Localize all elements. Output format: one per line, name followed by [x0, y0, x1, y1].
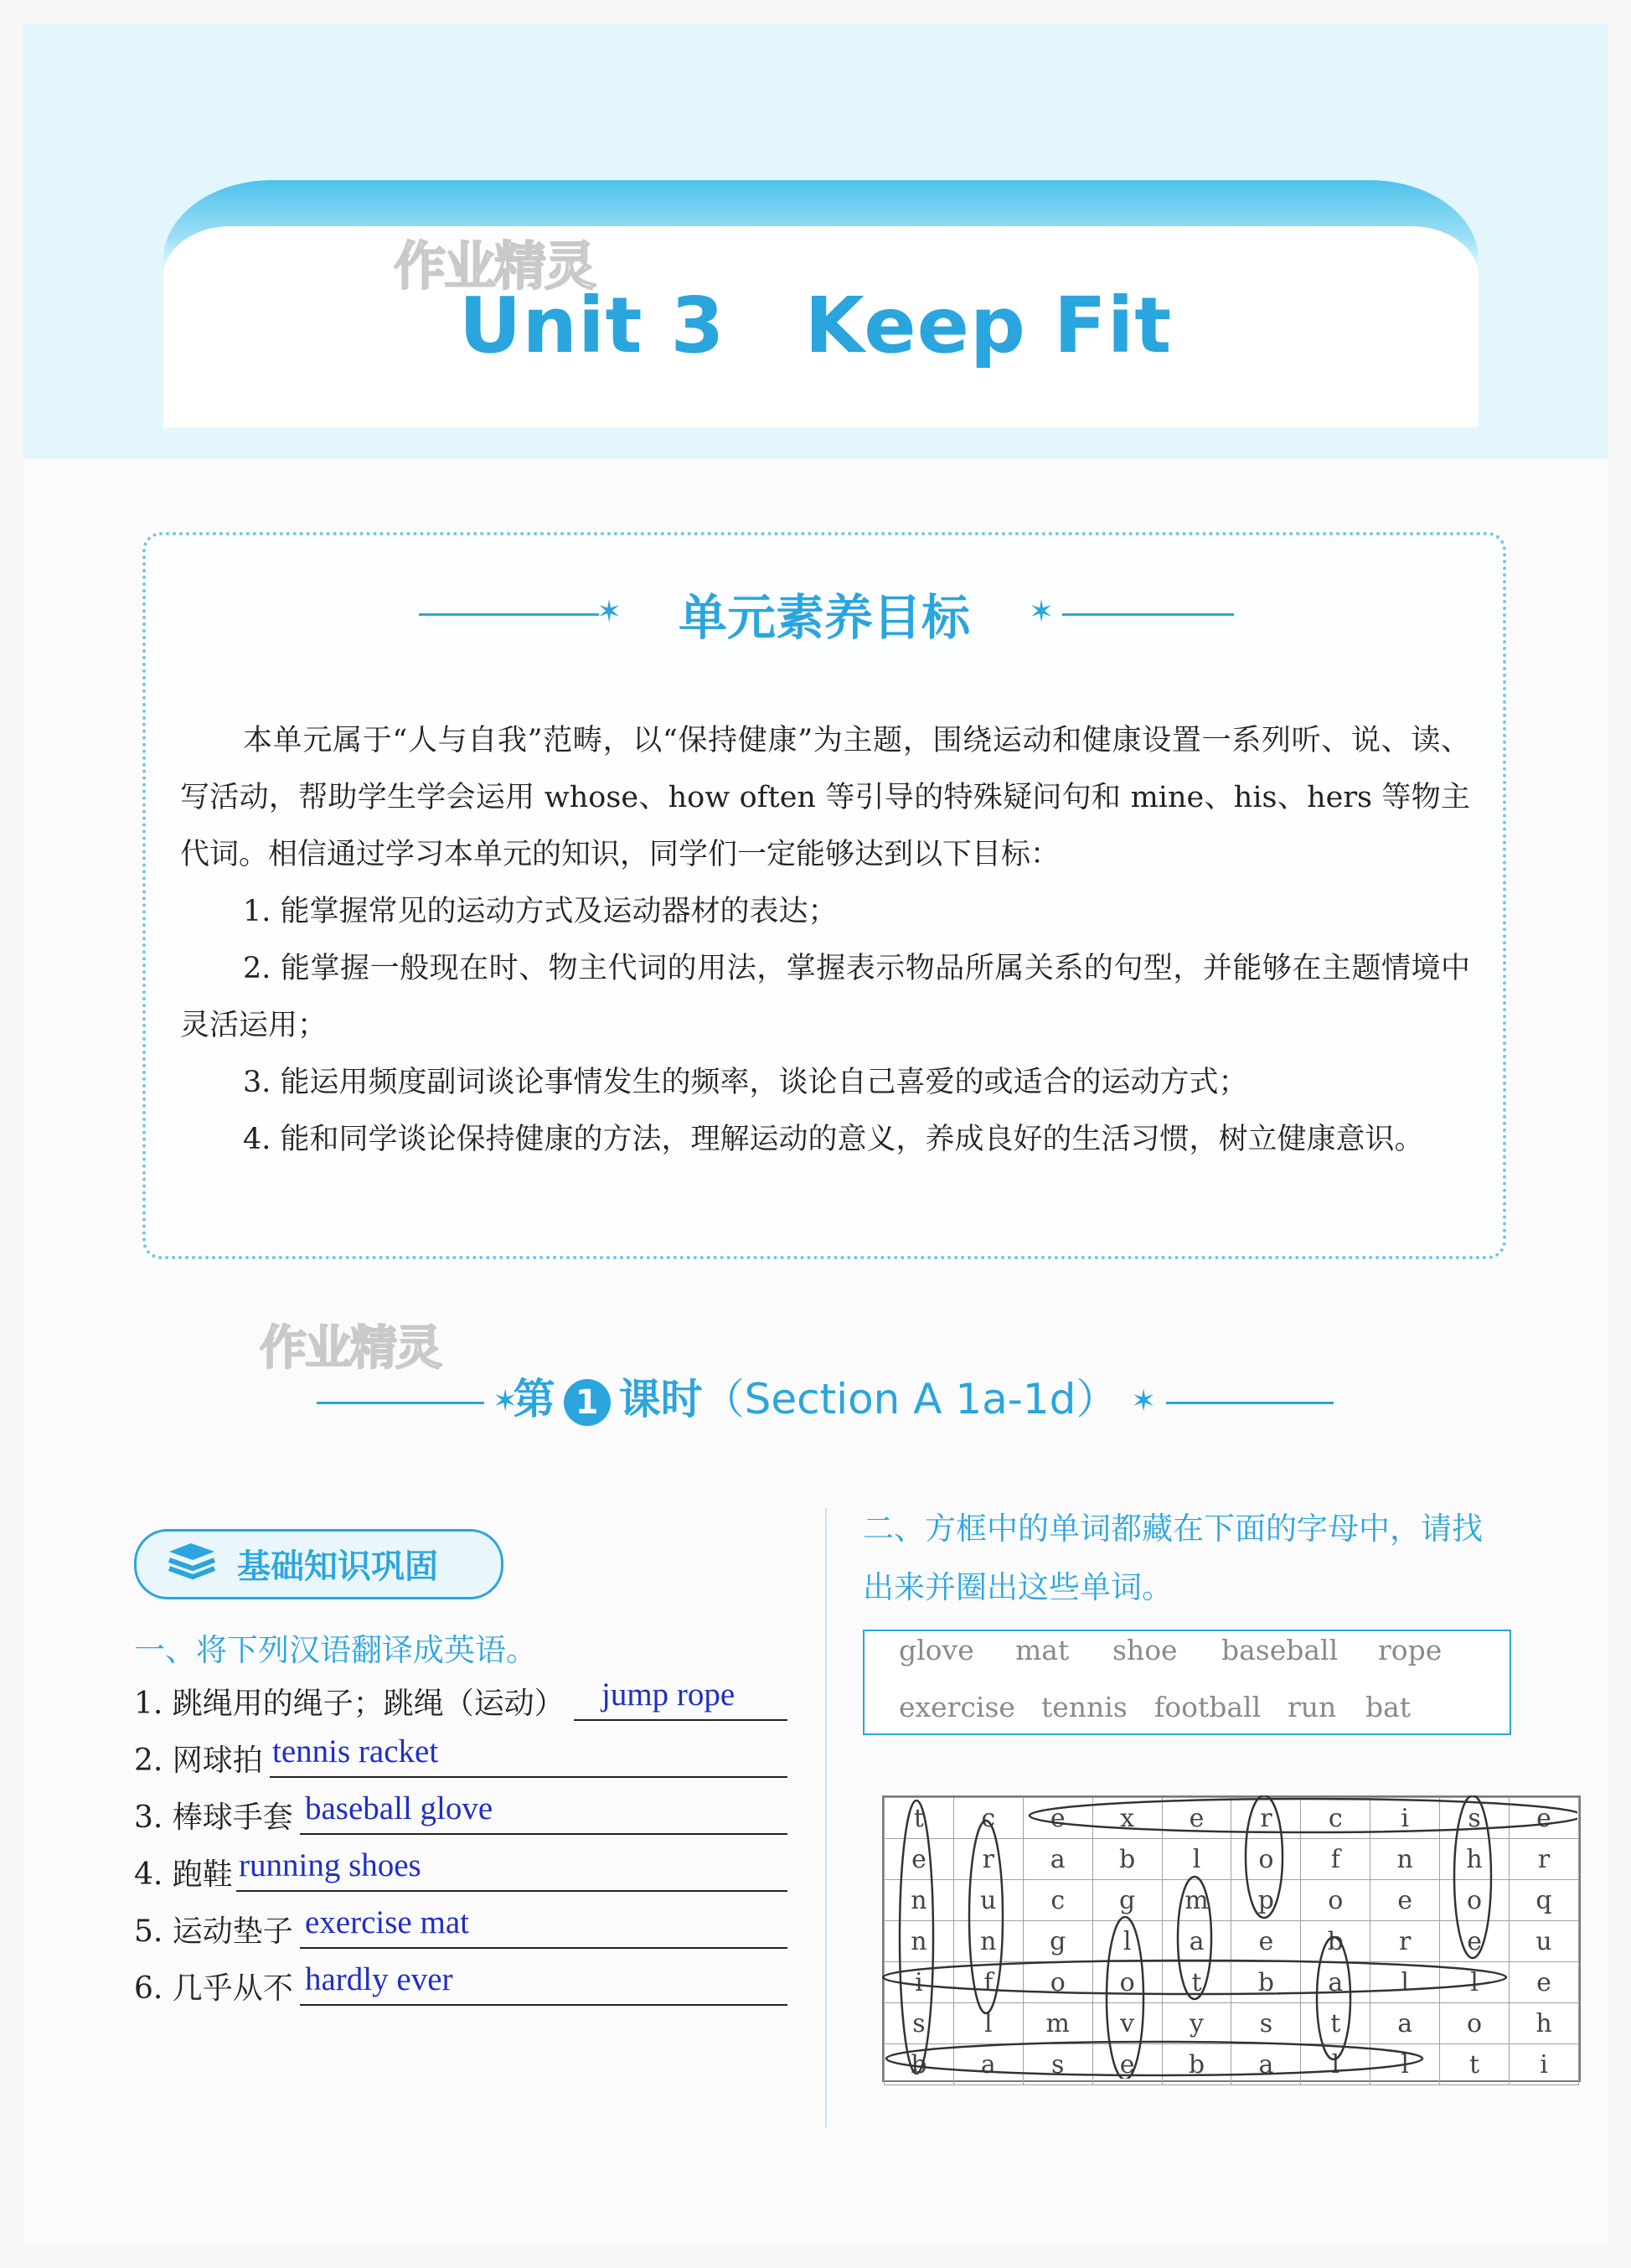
word-item: run: [1288, 1691, 1337, 1723]
grid-letter: m: [1023, 2003, 1092, 2044]
grid-letter: e: [1023, 1798, 1092, 1839]
handwritten-answer: jump rope: [601, 1676, 735, 1713]
goals-intro: 本单元属于“人与自我”范畴，以“保持健康”为主题，围绕运动和健康设置一系列听、说、读、写活动，帮助学生学会运用 whose、how often 等引导的特殊疑问句和 mine、his、hers 等物主代词。相信通过学习本单元的知识，同学们一定能够达到以下目标：: [180, 724, 1470, 871]
grid-letter: e: [1370, 1880, 1440, 1921]
goal-item: 1. 能掌握常见的运动方式及运动器材的表达；: [243, 895, 838, 928]
circled-word: [883, 1961, 1506, 1994]
grid-letter: b: [885, 2044, 954, 2085]
lesson-heading: [0, 1366, 1631, 1426]
grid-letter: o: [1231, 1839, 1301, 1880]
answer-line: [574, 1719, 787, 1721]
question-row: [134, 1680, 565, 1728]
grid-letter: t: [1301, 2003, 1370, 2044]
grid-letter: t: [885, 1798, 954, 1839]
lesson-section: （Section A 1a-1d）: [702, 1375, 1118, 1423]
grid-letter: f: [953, 1962, 1023, 2003]
handwritten-answer: exercise mat: [305, 1904, 469, 1940]
word-item: tennis: [1041, 1691, 1128, 1723]
handwritten-answer: tennis racket: [272, 1733, 439, 1769]
grid-letter: b: [1231, 1962, 1301, 2003]
circled-words-overlay: [882, 1795, 1577, 2079]
star-icon: ✶: [1131, 1384, 1157, 1418]
grid-letter: o: [1440, 2003, 1510, 2044]
grid-letter: t: [1162, 1962, 1231, 2003]
grid-letter: g: [1092, 1880, 1162, 1921]
grid-letter: l: [1301, 2044, 1370, 2085]
handwritten-answer: baseball glove: [305, 1790, 493, 1826]
grid-letter: o: [1440, 1880, 1510, 1921]
question-prompt: 2. 网球拍: [134, 1744, 263, 1778]
section-badge-label: 基础知识巩固: [237, 1547, 438, 1586]
question-prompt: 3. 棒球手套: [134, 1800, 293, 1835]
grid-letter: b: [1301, 1921, 1370, 1962]
grid-letter: e: [1162, 1798, 1231, 1839]
question-row: [134, 1908, 293, 1956]
word-item: glove: [899, 1634, 974, 1666]
circled-word: [969, 1821, 1003, 2013]
grid-letter: l: [1440, 1962, 1510, 2003]
grid-letter: a: [1162, 1921, 1231, 1962]
grid-letter: l: [1162, 1839, 1231, 1880]
word-item: bat: [1365, 1691, 1412, 1723]
grid-letter: s: [885, 2003, 954, 2044]
grid-letter: o: [1301, 1880, 1370, 1921]
answer-line: [300, 1833, 787, 1835]
grid-letter: l: [1370, 2044, 1440, 2085]
grid-letter: a: [1370, 2003, 1440, 2044]
grid-letter: i: [885, 1962, 954, 2003]
part2-title-line1: 二、方框中的单词都藏在下面的字母中，请找: [863, 1511, 1483, 1547]
goal-item: 3. 能运用频度副词谈论事情发生的频率，谈论自己喜爱的或适合的运动方式；: [243, 1066, 1248, 1099]
word-item: exercise: [899, 1691, 1015, 1723]
circled-word: [1030, 1799, 1577, 1832]
grid-letter: s: [1231, 2003, 1301, 2044]
goals-heading: 单元素养目标: [678, 589, 970, 646]
circled-word: [1317, 1937, 1350, 2059]
handwritten-answer: running shoes: [239, 1847, 421, 1883]
lesson-number: 1: [564, 1379, 611, 1426]
grid-letter: f: [1301, 1839, 1370, 1880]
grid-letter: c: [1301, 1798, 1370, 1839]
grid-letter: u: [1510, 1921, 1579, 1962]
column-divider: [825, 1508, 827, 2128]
grid-letter: u: [953, 1880, 1023, 1921]
grid-letter: a: [953, 2044, 1023, 2085]
grid-letter: n: [1370, 1839, 1440, 1880]
answer-line: [236, 1890, 787, 1892]
grid-letter: l: [1370, 1962, 1440, 2003]
lesson-prefix: 第: [513, 1375, 555, 1423]
word-item: mat: [1015, 1634, 1070, 1666]
grid-letter: n: [885, 1921, 954, 1962]
handwritten-answer: hardly ever: [305, 1961, 453, 1997]
grid-letter: m: [1162, 1880, 1231, 1921]
word-item: shoe: [1112, 1634, 1178, 1666]
grid-letter: e: [1440, 1921, 1510, 1962]
grid-letter: b: [1162, 2044, 1231, 2085]
goals-text: [180, 712, 1470, 1168]
grid-letter: s: [1440, 1798, 1510, 1839]
grid-letter: i: [1370, 1798, 1440, 1839]
circled-word: [886, 2042, 1422, 2075]
unit-number: Unit 3: [458, 281, 725, 370]
star-icon: ✶: [596, 595, 622, 629]
answer-line: [300, 1947, 787, 1949]
question-row: [134, 1965, 293, 2013]
goal-item: 4. 能和同学谈论保持健康的方法，理解运动的意义，养成良好的生活习惯，树立健康意识。: [243, 1123, 1424, 1156]
grid-letter: b: [1092, 1839, 1162, 1880]
grid-letter: e: [1092, 2044, 1162, 2085]
question-row: [134, 1737, 263, 1785]
grid-letter: c: [953, 1798, 1023, 1839]
answer-line: [300, 2004, 787, 2006]
grid-letter: n: [885, 1880, 954, 1921]
grid-letter: r: [1510, 1839, 1579, 1880]
grid-letter: i: [1510, 2044, 1579, 2085]
circled-word: [1178, 1877, 1211, 1999]
question-prompt: 4. 跑鞋: [134, 1857, 233, 1892]
grid-letter: g: [1023, 1921, 1092, 1962]
question-row: [134, 1851, 233, 1899]
lesson-suffix: 课时: [618, 1375, 703, 1423]
grid-letter: a: [1231, 2044, 1301, 2085]
word-item: football: [1154, 1691, 1262, 1723]
circled-word: [900, 1800, 933, 2074]
grid-letter: n: [953, 1921, 1023, 1962]
watermark-middle: 作业精灵: [260, 1321, 441, 1376]
grid-letter: e: [1510, 1798, 1579, 1839]
grid-letter: e: [1231, 1921, 1301, 1962]
part1-title: 一、将下列汉语翻译成英语。: [134, 1632, 537, 1668]
grid-letter: x: [1092, 1798, 1162, 1839]
grid-letter: r: [1231, 1798, 1301, 1839]
circled-word: [1107, 1917, 1143, 2079]
grid-letter: h: [1510, 2003, 1579, 2044]
question-prompt: 1. 跳绳用的绳子；跳绳（运动）: [134, 1687, 565, 1721]
grid-letter: r: [1370, 1921, 1440, 1962]
grid-letter: e: [885, 1839, 954, 1880]
word-item: rope: [1378, 1634, 1443, 1666]
unit-name: Keep Fit: [804, 281, 1173, 370]
grid-letter: y: [1162, 2003, 1231, 2044]
grid-letter: o: [1092, 1962, 1162, 2003]
grid-letter: r: [953, 1839, 1023, 1880]
question-row: [134, 1794, 293, 1842]
word-item: baseball: [1221, 1634, 1339, 1666]
grid-letter: t: [1440, 2044, 1510, 2085]
grid-letter: l: [1092, 1921, 1162, 1962]
grid-letter: c: [1023, 1880, 1092, 1921]
star-icon: ✶: [1029, 595, 1055, 629]
watermark-top: 作业精灵: [394, 235, 596, 297]
grid-letter: o: [1023, 1962, 1092, 2003]
star-icon: ✶: [493, 1384, 519, 1418]
grid-letter: v: [1092, 2003, 1162, 2044]
grid-letter: q: [1510, 1880, 1579, 1921]
grid-letter: l: [953, 2003, 1023, 2044]
grid-letter: s: [1023, 2044, 1092, 2085]
question-prompt: 5. 运动垫子: [134, 1914, 293, 1949]
grid-letter: e: [1510, 1962, 1579, 2003]
part2-title-line2: 出来并圈出这些单词。: [863, 1569, 1173, 1605]
books-icon: [166, 1540, 218, 1583]
grid-letter: p: [1231, 1880, 1301, 1921]
grid-letter: h: [1440, 1839, 1510, 1880]
answer-line: [270, 1776, 787, 1778]
unit-title: [0, 281, 1631, 370]
grid-letter: a: [1301, 1962, 1370, 2003]
circled-word: [1454, 1795, 1491, 1958]
grid-letter: a: [1023, 1839, 1092, 1880]
circled-word: [1246, 1795, 1283, 1918]
goal-item: 2. 能掌握一般现在时、物主代词的用法，掌握表示物品所属关系的句型，并能够在主题情境中灵活运用；: [180, 952, 1470, 1042]
question-prompt: 6. 几乎从不: [134, 1971, 293, 2006]
